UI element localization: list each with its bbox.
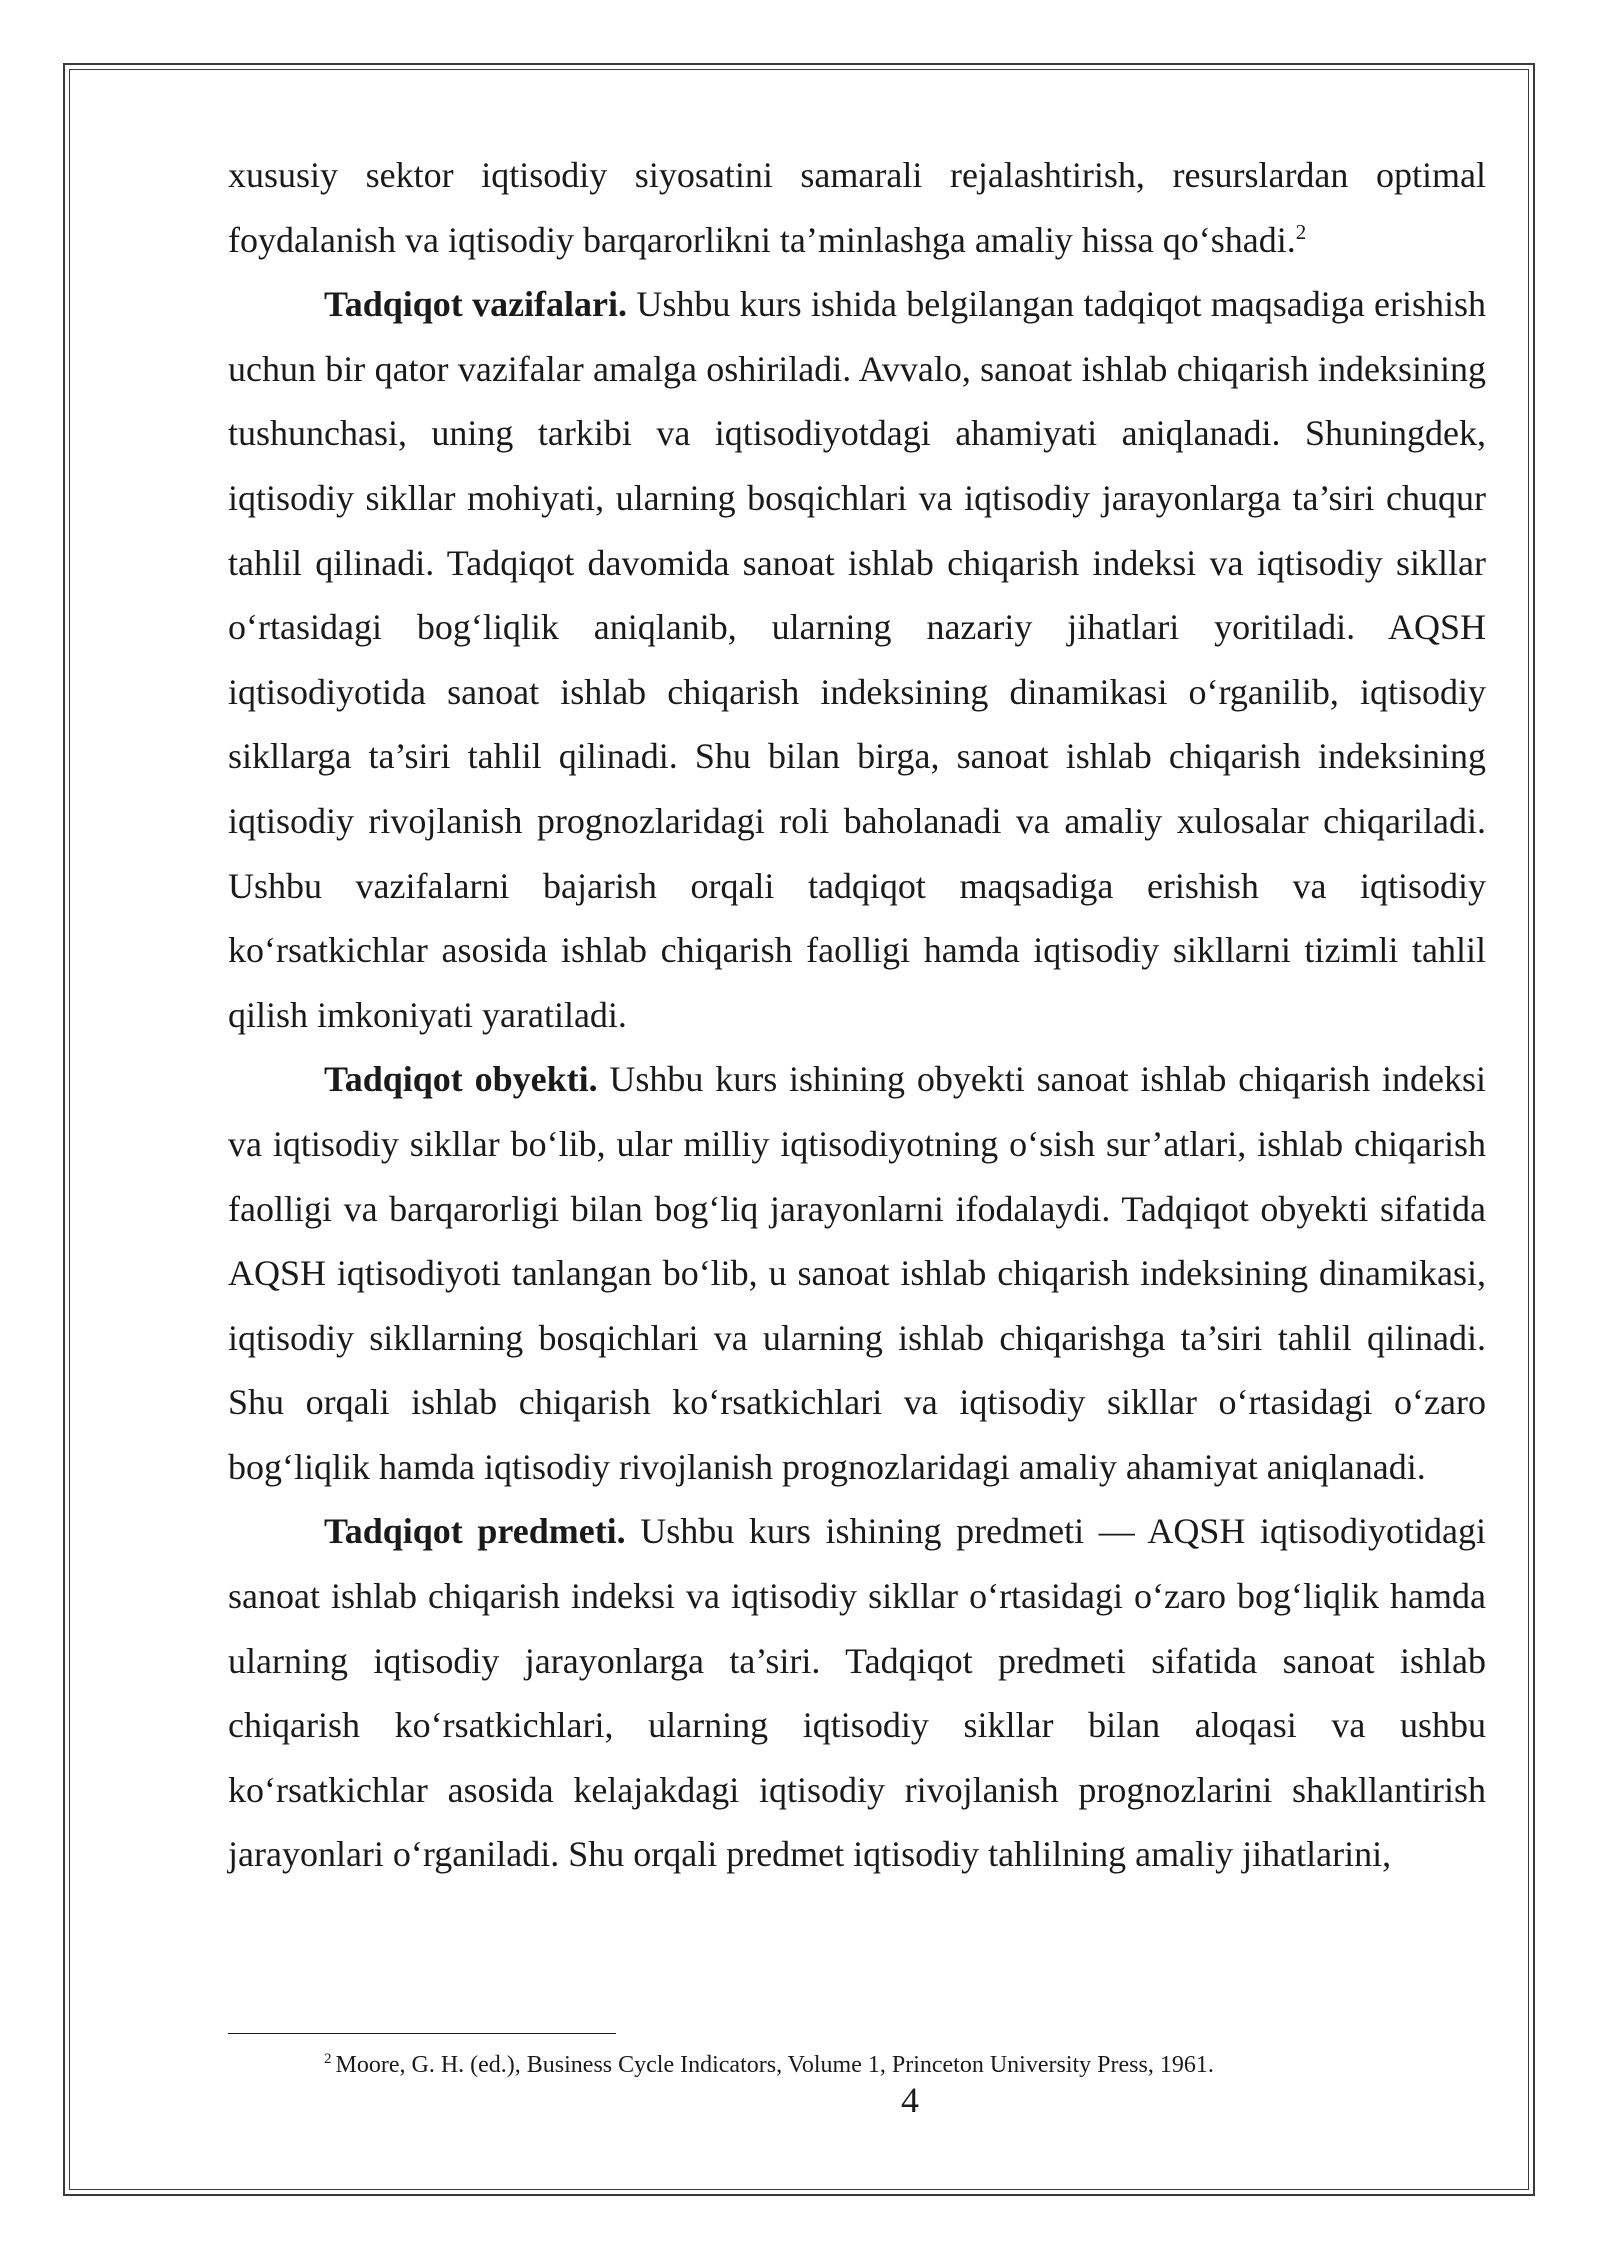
footnote-reference[interactable]: 2 bbox=[1295, 219, 1307, 244]
footnote-text: Moore, G. H. (ed.), Business Cycle Indicators, Volume 1, Princeton University Press, 1961. bbox=[335, 2052, 1214, 2078]
paragraph-continuation bbox=[228, 143, 1486, 272]
page-number: 4 bbox=[901, 2080, 919, 2120]
paragraph-text: xususiy sektor iqtisodiy siyosatini samarali rejalashtirish, resurslardan optimal foydalanish va iqtisodiy barqarorlikni ta’minlashga amaliy hissa qo‘shadi. bbox=[228, 155, 1486, 260]
footnote-separator bbox=[228, 2033, 616, 2034]
footnote bbox=[324, 2050, 1484, 2080]
paragraph-text: Ushbu kurs ishining obyekti sanoat ishlab chiqarish indeksi va iqtisodiy sikllar bo‘lib, ular milliy iqtisodiyotning o‘sish sur’atlari, ishlab chiqarish faolligi va barqarorligi bilan bog‘liq jarayonlarni ifodalaydi. Tadqiqot obyekti sifatida AQSH iqtisodiyoti tanlangan bo‘lib, u sanoat ishlab chiqarish indeksining dinamikasi, iqtisodiy sikllarning bosqichlari va ularning ishlab chiqarishga ta’siri tahlil qilinadi. Shu orqali ishlab chiqarish ko‘rsatkichlari va iqtisodiy sikllar o‘rtasidagi o‘zaro bog‘liqlik hamda iqtisodiy rivojlanish prognozlaridagi amaliy ahamiyat aniqlanadi. bbox=[228, 1059, 1486, 1487]
paragraph-heading: Tadqiqot obyekti. bbox=[324, 1059, 598, 1100]
paragraph-tadqiqot-obyekti bbox=[228, 1047, 1486, 1499]
paragraph-tadqiqot-predmeti bbox=[228, 1499, 1486, 1887]
document-body bbox=[228, 143, 1486, 1887]
paragraph-text: Ushbu kurs ishining predmeti — AQSH iqtisodiyotidagi sanoat ishlab chiqarish indeksi va iqtisodiy sikllar o‘rtasidagi o‘zaro bog‘liqlik hamda ularning iqtisodiy jarayonlarga ta’siri. Tadqiqot predmeti sifatida sanoat ishlab chiqarish ko‘rsatkichlari, ularning iqtisodiy sikllar bilan aloqasi va ushbu ko‘rsatkichlar asosida kelajakdagi iqtisodiy rivojlanish prognozlarini shakllantirish jarayonlari o‘rganiladi. Shu orqali predmet iqtisodiy tahlilning amaliy jihatlarini, bbox=[228, 1511, 1486, 1875]
paragraph-text: Ushbu kurs ishida belgilangan tadqiqot maqsadiga erishish uchun bir qator vazifalar amalga oshiriladi. Avvalo, sanoat ishlab chiqarish indeksining tushunchasi, uning tarkibi va iqtisodiyotdagi ahamiyati aniqlanadi. Shuningdek, iqtisodiy sikllar mohiyati, ularning bosqichlari va iqtisodiy jarayonlarga ta’siri chuqur tahlil qilinadi. Tadqiqot davomida sanoat ishlab chiqarish indeksi va iqtisodiy sikllar o‘rtasidagi bog‘liqlik aniqlanib, ularning nazariy jihatlari yoritiladi. AQSH iqtisodiyotida sanoat ishlab chiqarish indeksining dinamikasi o‘rganilib, iqtisodiy sikllarga ta’siri tahlil qilinadi. Shu bilan birga, sanoat ishlab chiqarish indeksining iqtisodiy rivojlanish prognozlaridagi roli baholanadi va amaliy xulosalar chiqariladi. Ushbu vazifalarni bajarish orqali tadqiqot maqsadiga erishish va iqtisodiy ko‘rsatkichlar asosida ishlab chiqarish faolligi hamda iqtisodiy sikllarni tizimli tahlil qilish imkoniyati yaratiladi. bbox=[228, 284, 1486, 1035]
footnote-mark: 2 bbox=[324, 2051, 332, 2067]
paragraph-tadqiqot-vazifalari bbox=[228, 272, 1486, 1047]
paragraph-heading: Tadqiqot predmeti. bbox=[324, 1511, 626, 1552]
paragraph-heading: Tadqiqot vazifalari. bbox=[324, 284, 628, 325]
